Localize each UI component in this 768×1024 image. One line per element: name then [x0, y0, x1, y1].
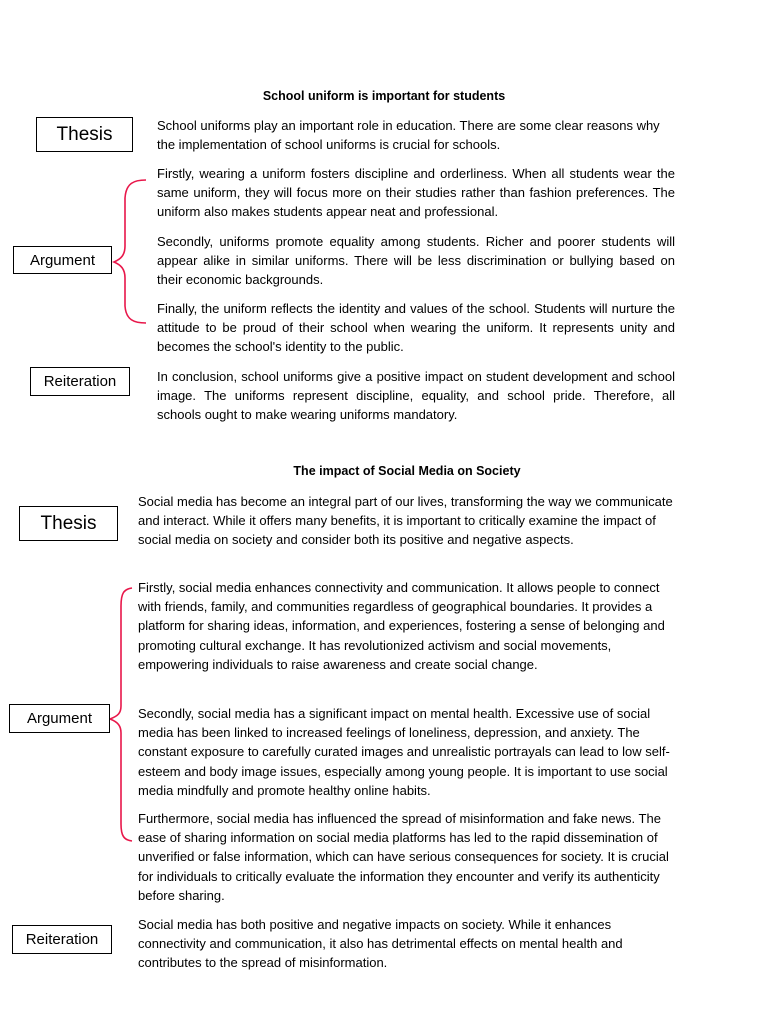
essay2-argument-label: Argument	[9, 704, 110, 733]
essay2-argument-brace	[108, 586, 138, 844]
essay2-argument-1: Firstly, social media enhances connectivity and communication. It allows people to connect with friends, family, and communities regardless of geographical boundaries. It provides a platform for sharing ideas, information, and experiences, fostering a sense of belonging and promoting cultural exchange. It has revolutionized activism and social movements, empowering individuals to raise awareness and create social change.	[138, 580, 665, 672]
essay2-thesis-label: Thesis	[19, 506, 118, 541]
essay1-argument-2: Secondly, uniforms promote equality among students. Richer and poorer students will appear alike in similar uniforms. There will be less discrimination or bullying based on their economic backgrounds.	[157, 234, 675, 288]
essay1-reiteration-label: Reiteration	[30, 367, 130, 396]
essay1-title: School uniform is important for students	[262, 89, 506, 103]
essay1-argument-1: Firstly, wearing a uniform fosters discipline and orderliness. When all students wear the same uniform, they will focus more on their studies rather than fashion preferences. The uniform also makes students appear neat and professional.	[157, 166, 675, 220]
essay2-title: The impact of Social Media on Society	[293, 464, 521, 478]
essay2-reiteration-text: Social media has both positive and negative impacts on society. While it enhances connectivity and communication, it also has detrimental effects on mental health and contributes to the spread of misinformation.	[138, 917, 623, 971]
essay1-argument-label: Argument	[13, 246, 112, 274]
essay1-argument-3: Finally, the uniform reflects the identity and values of the school. Students will nurture the attitude to be proud of their school when wearing the uniform. It represents unity and becomes the school's identity to the public.	[157, 301, 675, 355]
essay1-argument-brace	[110, 178, 150, 326]
essay1-thesis-label: Thesis	[36, 117, 133, 152]
essay1-reiteration-text: In conclusion, school uniforms give a positive impact on student development and school image. The uniforms represent discipline, equality, and school pride. Therefore, all schools ought to make wearing uniforms mandatory.	[157, 369, 675, 423]
essay2-argument-3: Furthermore, social media has influenced the spread of misinformation and fake news. The ease of sharing information on social media platforms has led to the rapid dissemination of unverified or false information, which can have serious consequences for society. It is crucial for individuals to critically evaluate the information they encounter and verify its authenticity before sharing.	[138, 811, 669, 903]
essay2-reiteration-label: Reiteration	[12, 925, 112, 954]
essay1-thesis-text: School uniforms play an important role in education. There are some clear reasons why the implementation of school uniforms is crucial for schools.	[157, 118, 660, 153]
essay2-thesis-text: Social media has become an integral part of our lives, transforming the way we communicate and interact. While it offers many benefits, it is important to critically examine the impact of social media on society and consider both its positive and negative aspects.	[138, 494, 673, 548]
essay2-argument-2: Secondly, social media has a significant impact on mental health. Excessive use of social media has been linked to increased feelings of loneliness, depression, and anxiety. The constant exposure to carefully curated images and unrealistic portrayals can lead to low self-esteem and body image issues, especially among young people. It is important to use social media mindfully and promote healthy online habits.	[138, 706, 670, 798]
